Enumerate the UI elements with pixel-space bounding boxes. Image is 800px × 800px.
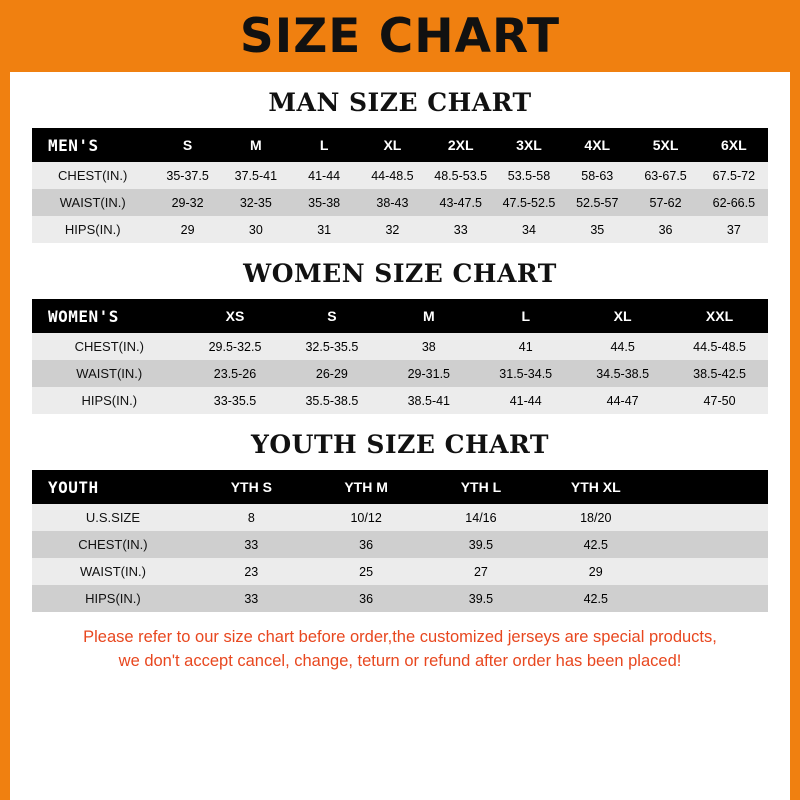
youth-row-label-ussize: U.S.SIZE [85,510,141,525]
men-hips-2xl: 33 [453,222,468,237]
youth-waist-s: 23 [244,564,259,579]
men-col-6xl: 6XL [721,137,747,153]
youth-row-label-hips: HIPS(IN.) [85,591,141,606]
men-row-label-waist: WAIST(IN.) [59,195,126,210]
youth-hips-l: 39.5 [468,591,494,606]
youth-chest-m: 36 [359,537,374,552]
men-table-body [32,162,768,243]
youth-chest-l: 39.5 [468,537,494,552]
youth-waist-xl: 29 [588,564,603,579]
men-hips-m: 30 [248,222,263,237]
women-col-xxl: XXL [705,308,734,324]
men-hips-6xl: 37 [726,222,741,237]
women-row-label-waist: WAIST(IN.) [76,366,143,381]
men-chest-6xl: 67.5-72 [712,168,756,183]
men-col-s: S [182,137,193,153]
women-hips-xs: 33-35.5 [213,393,257,408]
men-table-head [32,128,768,162]
youth-hips-empty [653,585,768,612]
women-chest-s: 32.5-35.5 [305,339,359,354]
youth-waist-m: 25 [359,564,374,579]
women-col-s: S [327,308,337,324]
men-col-xl: XL [383,137,402,153]
men-section [10,88,790,243]
table-row [32,360,768,387]
men-waist-s: 29-32 [171,195,204,210]
men-chest-s: 35-37.5 [166,168,209,183]
men-col-m: M [250,137,262,153]
women-chest-l: 41 [518,339,533,354]
women-col-xl: XL [613,308,632,324]
note-line-2: we don't accept cancel, change, teturn or refund after order has been placed! [118,651,682,670]
youth-chest-s: 33 [244,537,259,552]
women-col-l: L [521,308,530,324]
youth-ussize-empty [653,504,768,531]
youth-table-head [32,470,768,504]
men-hips-3xl: 34 [522,222,536,237]
youth-waist-l: 27 [473,564,488,579]
men-col-2xl: 2XL [447,137,474,153]
women-hips-s: 35.5-38.5 [305,393,359,408]
header-banner [0,0,800,72]
youth-col-xl: YTH XL [570,479,621,495]
table-row [32,162,768,189]
youth-ussize-xl: 18/20 [580,510,612,525]
men-chest-l: 41-44 [308,168,341,183]
youth-section-title: YOUTH SIZE CHART [251,430,549,459]
women-section [10,259,790,414]
men-chest-2xl: 48.5-53.5 [434,168,488,183]
men-col-5xl: 5XL [652,137,679,153]
order-policy-note [10,626,790,674]
men-row-label-chest: CHEST(IN.) [58,168,128,183]
men-waist-4xl: 52.5-57 [576,195,619,210]
note-line-1: Please refer to our size chart before order,the customized jerseys are special products, [83,628,717,646]
women-row-label-chest: CHEST(IN.) [74,339,144,354]
youth-ussize-s: 8 [247,510,255,525]
youth-ussize-m: 10/12 [350,510,382,525]
youth-chest-xl: 42.5 [583,537,608,552]
men-chest-xl: 44-48.5 [371,168,414,183]
men-col-4xl: 4XL [584,137,611,153]
youth-hips-m: 36 [359,591,374,606]
women-table-body [32,333,768,414]
men-hips-s: 29 [180,222,195,237]
women-chest-m: 38 [421,339,436,354]
youth-waist-empty [653,558,768,585]
women-section-title: WOMEN SIZE CHART [243,259,557,288]
youth-corner-label: YOUTH [48,477,99,497]
youth-section [10,430,790,612]
men-hips-l: 31 [317,222,332,237]
men-waist-m: 32-35 [239,195,272,210]
men-size-table [32,128,768,243]
women-chest-xxl: 44.5-48.5 [693,339,746,354]
men-waist-l: 35-38 [308,195,341,210]
youth-table-body [32,504,768,612]
youth-col-l: YTH L [460,479,502,495]
men-col-3xl: 3XL [516,137,542,153]
table-row [32,531,768,558]
table-row [32,387,768,414]
page-title: SIZE CHART [239,8,561,64]
table-row [32,216,768,243]
women-waist-s: 26-29 [315,366,348,381]
women-waist-l: 31.5-34.5 [499,366,553,381]
men-hips-4xl: 35 [590,222,605,237]
women-corner-label: WOMEN'S [48,306,119,326]
women-chest-xs: 29.5-32.5 [208,339,262,354]
men-hips-5xl: 36 [658,222,673,237]
men-chest-3xl: 53.5-58 [507,168,551,183]
youth-hips-s: 33 [244,591,259,606]
men-chest-m: 37.5-41 [234,168,278,183]
men-waist-5xl: 57-62 [649,195,682,210]
men-corner-label: MEN'S [48,135,99,155]
men-section-title: MAN SIZE CHART [268,88,532,117]
women-waist-xs: 23.5-26 [213,366,257,381]
men-chest-5xl: 63-67.5 [644,168,687,183]
women-chest-xl: 44.5 [610,339,635,354]
women-hips-xl: 44-47 [606,393,639,408]
men-waist-xl: 38-43 [376,195,409,210]
women-header-row [32,299,768,333]
men-chest-4xl: 58-63 [581,168,614,183]
youth-col-m: YTH M [344,479,388,495]
youth-col-s: YTH S [230,479,272,495]
table-row [32,333,768,360]
men-col-l: L [319,137,329,153]
youth-size-table [32,470,768,612]
men-waist-3xl: 47.5-52.5 [502,195,556,210]
women-col-m: M [422,308,435,324]
youth-header-row [32,470,768,504]
women-hips-l: 41-44 [509,393,542,408]
women-waist-xl: 34.5-38.5 [596,366,650,381]
table-row [32,558,768,585]
women-size-table [32,299,768,414]
men-waist-2xl: 43-47.5 [439,195,482,210]
women-hips-m: 38.5-41 [407,393,451,408]
table-row [32,504,768,531]
men-hips-xl: 32 [385,222,400,237]
women-hips-xxl: 47-50 [703,393,736,408]
youth-ussize-l: 14/16 [465,510,497,525]
women-table-head [32,299,768,333]
women-waist-m: 29-31.5 [407,366,451,381]
youth-row-label-waist: WAIST(IN.) [79,564,146,579]
women-col-xs: XS [225,308,245,324]
table-row [32,585,768,612]
youth-chest-empty [653,531,768,558]
women-waist-xxl: 38.5-42.5 [693,366,746,381]
men-row-label-hips: HIPS(IN.) [64,222,121,237]
youth-row-label-chest: CHEST(IN.) [78,537,148,552]
men-waist-6xl: 62-66.5 [712,195,756,210]
youth-col-empty [653,470,768,504]
women-row-label-hips: HIPS(IN.) [81,393,138,408]
table-row [32,189,768,216]
men-header-row [32,128,768,162]
youth-hips-xl: 42.5 [583,591,608,606]
